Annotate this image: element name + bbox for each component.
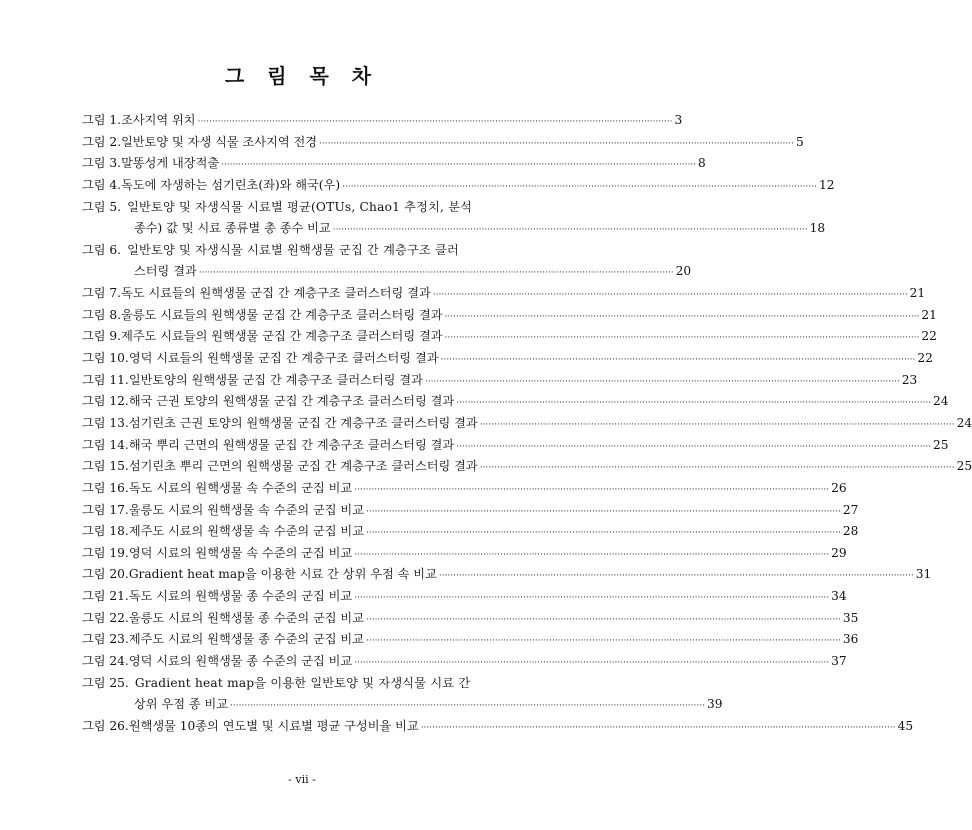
figure-number: 그림 6. [82, 242, 122, 257]
figure-title: 독도에 자생하는 섬기린초(좌)와 해국(우) [121, 177, 341, 192]
figure-number: 그림 3. [82, 156, 122, 171]
figure-title: 제주도 시료의 원핵생물 속 수준의 군집 비교 [128, 524, 364, 539]
page-ref: 20 [675, 264, 692, 279]
figure-number: 그림 9. [82, 329, 122, 344]
leader-dots [366, 610, 841, 632]
page-ref: 12 [818, 177, 835, 192]
leader-dots [199, 263, 674, 285]
figure-title: 제주도 시료들의 원핵생물 군집 간 계층구조 클러스터링 결과 [121, 329, 443, 344]
leader-dots [230, 696, 705, 718]
figure-title: 섬기린초 근권 토양의 원핵생물 군집 간 계층구조 클러스터링 결과 [128, 415, 478, 430]
page-ref: 45 [897, 718, 914, 733]
page-ref: 25 [933, 437, 949, 452]
leader-dots [439, 566, 914, 588]
toc-entry[interactable] [82, 456, 972, 478]
figure-title: 울릉도 시료들의 원핵생물 군집 간 계층구조 클러스터링 결과 [121, 307, 443, 322]
figure-title: 말똥성게 내장적출 [121, 156, 220, 171]
figure-number: 그림 14. [82, 437, 129, 452]
toc-entry[interactable] [82, 240, 692, 283]
leader-dots [354, 480, 829, 502]
figure-number: 그림 17. [82, 502, 129, 517]
figure-number: 그림 1. [82, 113, 122, 127]
figure-number: 그림 24. [82, 654, 129, 669]
page-ref: 22 [917, 351, 933, 366]
toc-entry[interactable] [82, 197, 826, 240]
toc-entry[interactable] [82, 132, 804, 154]
leader-dots [366, 523, 841, 545]
figure-title-continued: 종수) 값 및 시료 종류별 총 종수 비교 [134, 221, 331, 236]
toc-entry[interactable] [82, 543, 847, 565]
page-ref: 36 [842, 632, 859, 647]
page-title: 그 림 목 차 [224, 64, 380, 88]
leader-dots [333, 220, 808, 242]
page-number: - vii - [288, 773, 316, 786]
figure-title: 울릉도 시료의 원핵생물 속 수준의 군집 비교 [128, 502, 364, 517]
figure-title: 영덕 시료의 원핵생물 종 수준의 군집 비교 [128, 654, 353, 669]
leader-dots [354, 545, 829, 567]
page-ref: 35 [842, 610, 859, 625]
leader-dots [425, 372, 900, 394]
leader-dots [480, 458, 955, 480]
toc-entry[interactable] [82, 521, 859, 543]
leader-dots [319, 134, 794, 156]
figure-number: 그림 22. [82, 610, 129, 625]
figure-number: 그림 23. [82, 632, 129, 647]
toc-entry[interactable] [82, 564, 932, 586]
leader-dots [456, 437, 931, 459]
page-ref: 28 [842, 524, 859, 539]
page-ref: 24 [956, 415, 972, 430]
figure-number: 그림 4. [82, 177, 122, 192]
toc-entry[interactable] [82, 110, 683, 132]
toc-entry[interactable] [82, 500, 859, 522]
page-ref: 34 [831, 589, 847, 604]
figure-title: 영덕 시료의 원핵생물 속 수준의 군집 비교 [128, 545, 353, 560]
page-ref: 18 [809, 221, 826, 236]
page-ref: 29 [831, 545, 847, 560]
leader-dots [445, 328, 920, 350]
figure-number: 그림 5. [82, 199, 122, 214]
leader-dots [342, 177, 817, 199]
figure-title: Gradient heat map을 이용한 시료 간 상위 우점 속 비교 [128, 567, 437, 582]
figure-title-continued: 상위 우점 종 비교 [134, 697, 229, 712]
figure-number: 그림 10. [82, 351, 129, 366]
page-ref: 27 [842, 502, 859, 517]
toc-entry[interactable] [82, 586, 847, 608]
toc-entry[interactable] [82, 305, 937, 327]
figure-number: 그림 12. [82, 394, 129, 409]
page-ref: 24 [933, 394, 949, 409]
figure-number: 그림 13. [82, 415, 129, 430]
figure-number: 그림 2. [82, 134, 122, 149]
toc-entry[interactable] [82, 716, 914, 738]
toc-entry[interactable] [82, 673, 723, 716]
page-ref: 8 [698, 156, 706, 171]
page-ref: 39 [706, 697, 723, 712]
figure-title: 섬기린초 뿌리 근면의 원핵생물 군집 간 계층구조 클러스터링 결과 [128, 459, 478, 474]
figure-number: 그림 21. [82, 589, 129, 604]
figure-title: 일반토양 및 자생 식물 조사지역 전경 [121, 134, 318, 149]
figure-title: 해국 근권 토양의 원핵생물 군집 간 계층구조 클러스터링 결과 [128, 394, 455, 409]
figure-title: 일반토양의 원핵생물 군집 간 계층구조 클러스터링 결과 [128, 372, 423, 387]
figure-title: Gradient heat map을 이용한 일반토양 및 자생식물 시료 간 [134, 675, 471, 690]
toc-entry[interactable] [82, 283, 926, 305]
leader-dots [366, 502, 841, 524]
toc-entry[interactable] [82, 348, 933, 370]
toc-entry[interactable] [82, 478, 847, 500]
leader-dots [445, 307, 920, 329]
figure-number: 그림 19. [82, 545, 129, 560]
page-ref: 31 [915, 567, 932, 582]
leader-dots [456, 393, 931, 415]
figure-number: 그림 8. [82, 307, 122, 322]
toc-entry[interactable] [82, 608, 859, 630]
leader-dots [421, 718, 896, 740]
figure-title: 해국 뿌리 근면의 원핵생물 군집 간 계층구조 클러스터링 결과 [128, 437, 455, 452]
toc-entry[interactable] [82, 370, 918, 392]
figure-number: 그림 20. [82, 567, 129, 582]
toc-entry[interactable] [82, 435, 949, 457]
toc-entry[interactable] [82, 326, 937, 348]
leader-dots [441, 350, 916, 372]
figure-number: 그림 15. [82, 459, 129, 474]
leader-dots [366, 631, 841, 653]
figure-title: 조사지역 위치 [121, 113, 196, 127]
figure-number: 그림 26. [82, 718, 129, 733]
figure-title: 영덕 시료들의 원핵생물 군집 간 계층구조 클러스터링 결과 [128, 351, 439, 366]
figure-number: 그림 11. [82, 372, 129, 387]
leader-dots [433, 285, 908, 307]
figure-number: 그림 7. [82, 286, 122, 301]
figure-title: 울릉도 시료의 원핵생물 종 수준의 군집 비교 [128, 610, 364, 625]
page-ref: 3 [674, 113, 683, 127]
leader-dots [198, 112, 673, 134]
toc-entry[interactable] [82, 391, 949, 413]
figure-title: 일반토양 및 자생식물 시료별 평균(OTUs, Chao1 추정치, 분석 [127, 199, 473, 214]
page-ref: 37 [831, 654, 847, 669]
leader-dots [221, 155, 696, 177]
figure-number: 그림 18. [82, 524, 129, 539]
page-ref: 21 [909, 286, 926, 301]
figure-title: 독도 시료의 원핵생물 속 수준의 군집 비교 [128, 480, 353, 495]
figure-title: 독도 시료들의 원핵생물 군집 간 계층구조 클러스터링 결과 [121, 286, 431, 301]
figure-title-continued: 스터링 결과 [134, 264, 197, 279]
toc-entry[interactable] [82, 651, 847, 673]
figure-title: 일반토양 및 자생식물 시료별 원핵생물 군집 간 계층구조 클러 [127, 242, 459, 257]
leader-dots [354, 588, 829, 610]
page-ref: 22 [921, 329, 937, 344]
toc-entry[interactable] [82, 153, 706, 175]
figure-title: 제주도 시료의 원핵생물 종 수준의 군집 비교 [128, 632, 364, 647]
figure-number: 그림 25. [82, 675, 129, 690]
page-ref: 21 [921, 307, 937, 322]
table-of-figures [82, 110, 972, 738]
leader-dots [354, 653, 829, 675]
toc-entry[interactable] [82, 175, 835, 197]
page-ref: 26 [831, 480, 847, 495]
page-ref: 5 [795, 134, 804, 149]
page-ref: 23 [901, 372, 918, 387]
toc-entry[interactable] [82, 629, 859, 651]
leader-dots [480, 415, 955, 437]
figure-number: 그림 16. [82, 480, 129, 495]
page-ref: 25 [956, 459, 972, 474]
figure-title: 원핵생물 10종의 연도별 및 시료별 평균 구성비율 비교 [128, 718, 419, 733]
toc-entry[interactable] [82, 413, 972, 435]
figure-title: 독도 시료의 원핵생물 종 수준의 군집 비교 [128, 589, 353, 604]
